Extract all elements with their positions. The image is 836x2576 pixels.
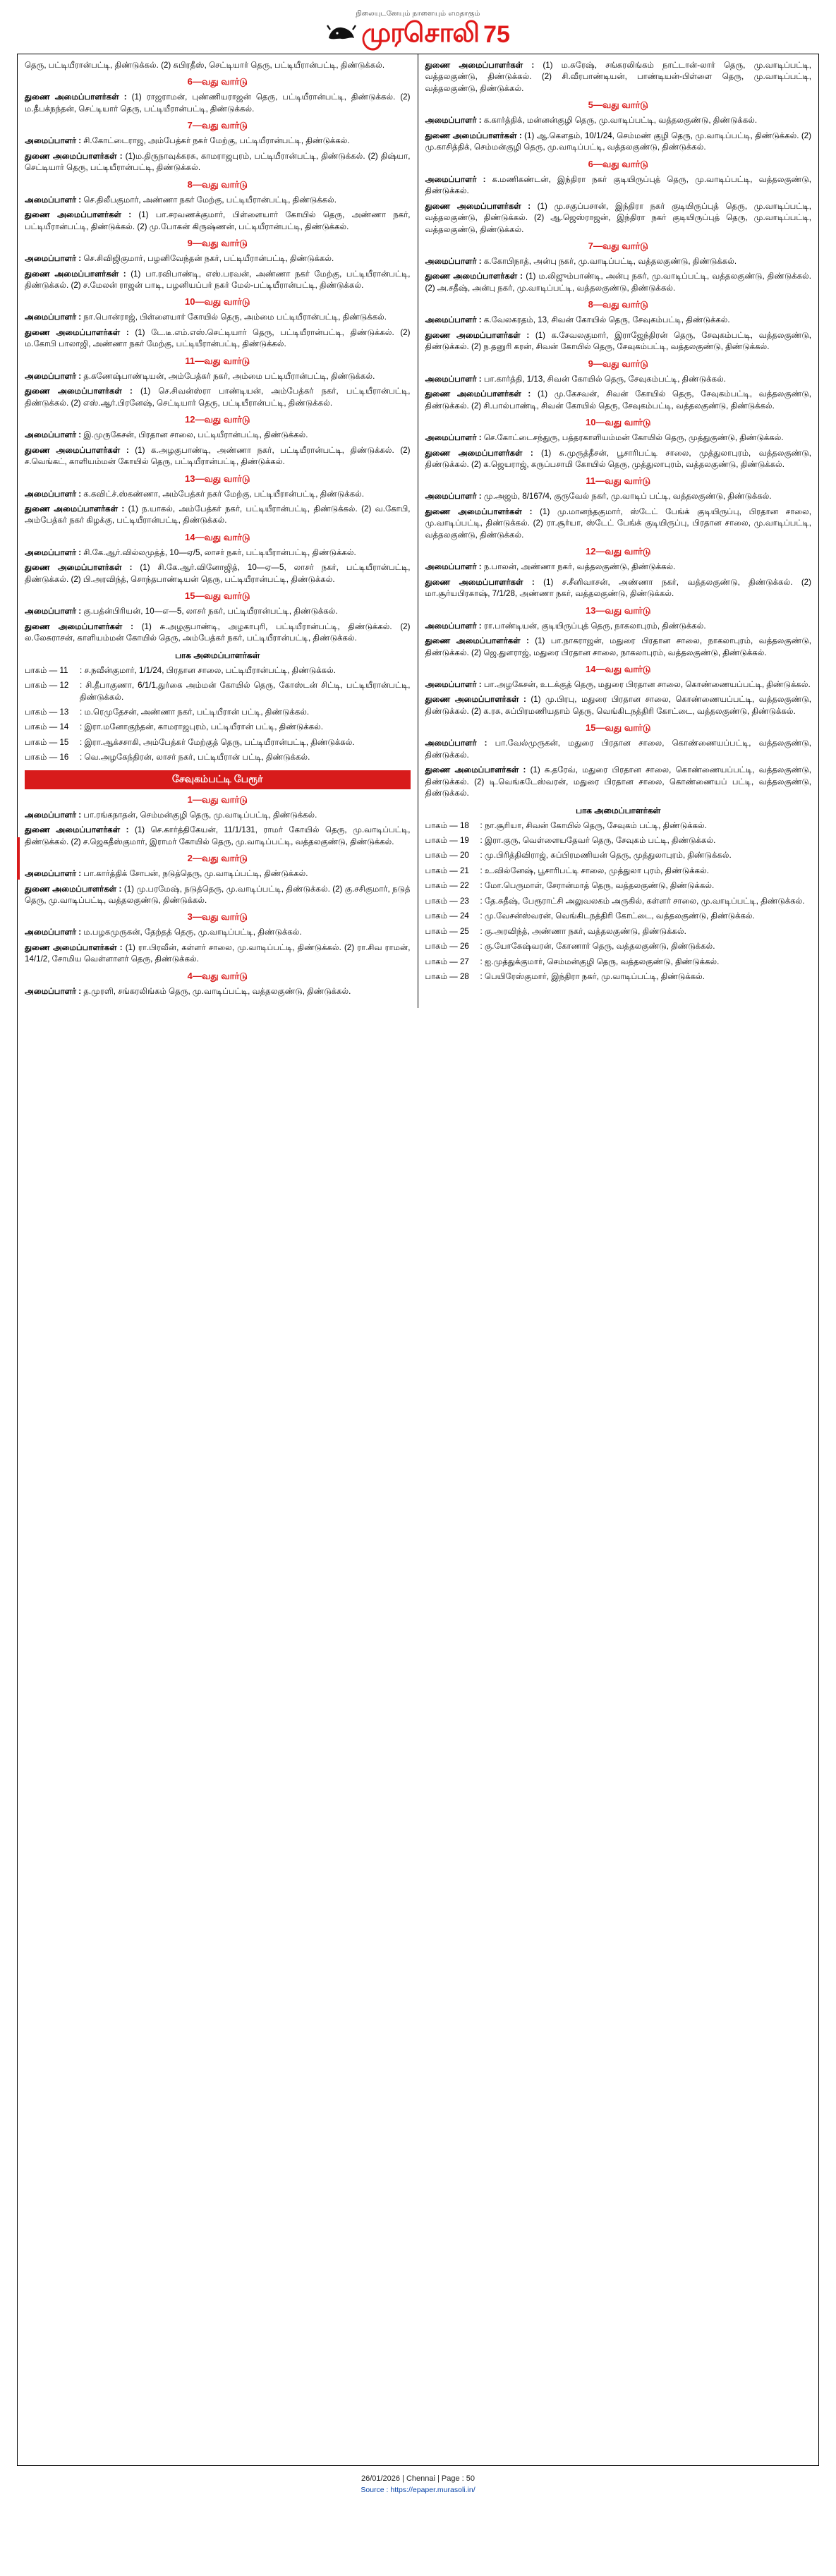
- masthead-title: முரசொலி: [361, 18, 480, 48]
- part-key: பாகம் — 19: [425, 836, 469, 846]
- paragraph-text: (1) பா.ரவிபாண்டி, எஸ்.பரவன், அண்ணா நகர் மேற்கு, பட்டியீரான்பட்டி, திண்டுக்கல். (2) ச.மேலன் ராஜன் பாடி, பழனியப்பர் நகர் மேல்-பட்டியீரான்பட்டி, திண்டுக்கல்.: [25, 269, 411, 290]
- ward-heading: 11—வது வார்டு: [185, 355, 250, 366]
- paragraph-label: அமைப்பாளர் :: [425, 492, 484, 502]
- body-paragraph: [425, 506, 812, 541]
- body-paragraph: [25, 327, 411, 351]
- paragraph-label: துணை அமைப்பாளர்கள் :: [425, 448, 542, 458]
- paragraph-label: துணை அமைப்பாளர்கள் :: [425, 130, 525, 140]
- paragraph-label: அமைப்பாளர் :: [25, 986, 84, 996]
- ward-heading: 11—வது வார்டு: [586, 475, 651, 487]
- body-paragraph: [25, 562, 411, 585]
- body-paragraph: [25, 489, 411, 500]
- body-paragraph: [425, 448, 812, 471]
- body-paragraph: [425, 738, 812, 761]
- paragraph-label: துணை அமைப்பாளர்கள் :: [425, 201, 538, 211]
- body-paragraph: [425, 271, 812, 294]
- part-row: [425, 896, 812, 907]
- part-key: பாகம் — 16: [25, 753, 69, 763]
- paragraph-text: (1) ச.சீனிவாசன், அண்ணா நகர், வத்தலகுண்டு, திண்டுக்கல். (2) மா.சூர்யபிரகாஷ், 7/1/28, அண்ணா நகர், வத்தலகுண்டு, திண்டுக்கல்.: [425, 577, 811, 599]
- paragraph-text: (1) ரா.பிரவீன், கள்ளர் சாலை, மு.வாடிப்பட்டி, திண்டுக்கல். (2) ரா.சிவ ராமன், 14/1/2, சோமிய வெள்ளாளர் தெரு, திண்டுக்கல்.: [25, 942, 411, 964]
- paragraph-label: துணை அமைப்பாளர்கள் :: [25, 269, 131, 279]
- part-value: : இரா.குரு, வெள்ளையதேவர் தெரு, சேவுகம் பட்டி, திண்டுக்கல்.: [480, 836, 716, 846]
- page-footer: [0, 2466, 836, 2505]
- part-value: : மு.பிரித்திவிராஜ், சுப்பிரமணியன் தெரு, முத்துலாபுரம், திண்டுக்கல்.: [480, 851, 732, 861]
- body-paragraph: [425, 256, 812, 267]
- paragraph-label: அமைப்பாளர் :: [425, 739, 495, 748]
- part-value: : கு.யோகேஷ்வரன், கோணார் தெரு, வத்தலகுண்டு, திண்டுக்கல்.: [480, 942, 715, 952]
- paragraph-label: அமைப்பாளர் :: [425, 562, 484, 572]
- part-key: பாகம் — 23: [425, 896, 469, 906]
- part-row: [25, 665, 411, 676]
- ward-heading: 10—வது வார்டு: [185, 296, 250, 308]
- body-paragraph: [25, 312, 411, 323]
- paragraph-text: க.கார்த்திக், மன்னன்குழி தெரு, மு.வாடிப்பட்டி, வத்தலகுண்டு, திண்டுக்கல்.: [483, 116, 758, 126]
- paragraph-label: துணை அமைப்பாளர்கள் :: [425, 272, 526, 281]
- part-value: : மோ.பெருமாள், சேரான்மாத் தெரு, வத்தலகுண்டு, திண்டுக்கல்.: [480, 881, 715, 891]
- part-value: : தே.சுதீஷ், பேரூராட்சி அலுவலகம் அருகில், கள்ளர் சாலை, மு.வாடிப்பட்டி, திண்டுக்கல்.: [480, 896, 805, 906]
- paragraph-label: துணை அமைப்பாளர்கள் :: [25, 884, 124, 894]
- paragraph-text: செ.சிவிஜிகுமார், பழனிவேந்தன் நகர், பட்டியீரான்பட்டி, திண்டுக்கல்.: [83, 254, 334, 264]
- part-value: : ம.ரெமுதேசன், அண்ணா நகர், பட்டியீரான் பட்டி, திண்டுக்கல்.: [80, 707, 310, 717]
- part-key: பாகம் — 27: [425, 956, 469, 966]
- body-paragraph: [25, 430, 411, 441]
- masthead-tagline: நிலையுடனேயும் நாளையும் எமதாகும்: [356, 10, 480, 18]
- paragraph-text: (1) ராஜராமன், புண்ணியராஜன் தெரு, பட்டியீரான்பட்டி, திண்டுக்கல். (2) ம.தீபக்நந்தன், செட்டியார் தெரு, பட்டியீரான்பட்டி, திண்டுக்கல்.: [25, 92, 411, 114]
- ward-heading: 10—வது வார்டு: [586, 417, 651, 428]
- ward-heading: 1—வது வார்டு: [187, 794, 248, 805]
- paragraph-text: (1) டே.டீ.எம்.எஸ்.செட்டியார் தெரு, பட்டியீரான்பட்டி, திண்டுக்கல். (2) ம.கோபி பாலாஜி, அண்ணா நகர் மேற்கு, பட்டியீரான்பட்டி, திண்டுக்கல்.: [25, 327, 411, 349]
- paragraph-text: (1) சு.தரேவ், மதுரை பிரதான சாலை, கொண்ணையப்பட்டி, வத்தலகுண்டு, திண்டுக்கல். (2) டி.வெங்கடேஸ்வரன், மதுரை பிரதான சாலை, கொண்ணையப் பட்டி, வத்தலகுண்டு, திண்டுக்கல்.: [425, 765, 811, 798]
- paragraph-text: ம.பழகமுருகன், தேற்தத் தெரு, மு.வாடிப்பட்டி, திண்டுக்கல்.: [83, 928, 302, 937]
- footer-info: 26/01/2026 | Chennai | Page : 50: [361, 2474, 475, 2483]
- part-key: பாகம் — 13: [25, 707, 69, 717]
- body-paragraph: [425, 679, 812, 691]
- body-paragraph: [425, 115, 812, 126]
- ward-heading: 9—வது வார்டு: [588, 358, 648, 369]
- paragraph-text: ரா.பாண்டியன், குடியிருப்புத் தெரு, நாகலாபுரம், திண்டுக்கல்.: [483, 621, 706, 631]
- body-paragraph: [25, 884, 411, 907]
- paragraph-text: பா.அழகேசன், உடக்குத் தெரு, மதுரை பிரதான சாலை, கொண்ணையப்பட்டி, திண்டுக்கல்.: [483, 679, 811, 689]
- ward-heading: 6—வது வார்டு: [588, 158, 648, 169]
- part-value: : கு.அரவிந்த், அண்ணா நகர், வத்தலகுண்டு, திண்டுக்கல்.: [480, 926, 686, 936]
- part-row: [425, 941, 812, 952]
- part-value: : உ.வில்னேஷ், பூசாரிபட்டி சாலை, முத்துலா புரம், திண்டுக்கல்.: [480, 865, 709, 875]
- paragraph-text: செ.கோட்டைசந்துரு, பத்தரகாளியம்மன் கோயில் தெரு, முத்துகுண்டு, திண்டுக்கல்.: [483, 433, 784, 443]
- paragraph-label: அமைப்பாளர் :: [25, 136, 84, 146]
- paragraph-label: துணை அமைப்பாளர்கள் :: [25, 825, 135, 835]
- paragraph-label: துணை அமைப்பாளர்கள் :: [25, 621, 142, 631]
- paragraph-text: த.கணேஷ்பாண்டியன், அம்பேத்கர் நகர், அம்மை பட்டியீரான்பட்டி, திண்டுக்கல்.: [83, 371, 375, 381]
- paragraph-label: துணை அமைப்பாளர்கள் :: [25, 151, 126, 161]
- body-paragraph: [25, 371, 411, 382]
- paragraph-text: (1) சி.கே.ஆர்.வினோஜித், 10—ஏ—5, லாசர் நகர், பட்டியீரான்பட்டி, திண்டுக்கல். (2) பி.அரவிந்த், சொந்தபாண்டியன் தெரு, பட்டியீரான்பட்டி, திண்டுக்கல்.: [25, 563, 411, 584]
- body-paragraph: [25, 209, 411, 233]
- paragraph-text: (1) க.சேவலகுமார், இராஜேந்திரன் தெரு, சேவுகம்பட்டி, வத்தலகுண்டு, திண்டுக்கல். (2) ந.தனுரி கரன், சிவன் கோயில் தெரு, சேவுகம்பட்டி, வத்தலகுண்டு, திண்டுக்கல்.: [425, 330, 811, 352]
- left-column: [18, 54, 418, 1008]
- body-paragraph: [25, 621, 411, 645]
- paragraph-label: துணை அமைப்பாளர்கள் :: [25, 942, 126, 952]
- paragraph-label: அமைப்பாளர் :: [25, 928, 84, 937]
- paragraph-text: (1) ஆ.கௌதம், 10/1/24, செம்மண் குழி தெரு, மு.வாடிப்பட்டி, திண்டுக்கல். (2) மு.காசித்திக், செம்மன்குழி தெரு, மு.வாடிப்பட்டி, வத்தலகுண்டு, திண்டுக்கல்.: [425, 130, 811, 152]
- paragraph-label: அமைப்பாளர் :: [25, 312, 84, 322]
- paragraph-text: (1) செ.சிவன்ஸ்ரா பாண்டியன், அம்பேத்கர் நகர், பட்டியீரான்பட்டி, திண்டுக்கல். (2) எஸ்.ஆர்.பிரனேஷ், செட்டியார் தெரு, பட்டியீரான்பட்டி, திண்டுக்கல்.: [25, 387, 411, 408]
- part-key: பாகம் — 14: [25, 722, 69, 732]
- paragraph-text: க.வேலகரதம், 13, சிவன் கோயில் தெரு, சேவுகம்பட்டி, திண்டுக்கல்.: [483, 315, 730, 325]
- paragraph-text: த.முரளி, சங்கரலிங்கம் தெரு, மு.வாடிப்பட்டி, வத்தலகுண்டு, திண்டுக்கல்.: [83, 986, 351, 996]
- ward-heading: 14—வது வார்டு: [185, 531, 250, 542]
- paragraph-label: துணை அமைப்பாளர்கள் :: [25, 563, 140, 573]
- paragraph-label: அமைப்பாளர் :: [425, 174, 492, 184]
- paragraph-label: துணை அமைப்பாளர்கள் :: [425, 61, 543, 70]
- part-key: பாகம் — 24: [425, 911, 469, 921]
- part-key: பாகம் — 11: [25, 665, 68, 675]
- ward-heading: 5—வது வார்டு: [588, 99, 648, 111]
- body-paragraph: [25, 547, 411, 559]
- paragraph-text: செ.திலீபகுமார், அண்ணா நகர் மேற்கு, பட்டியீரான்பட்டி, திண்டுக்கல்.: [83, 195, 337, 205]
- paragraph-label: துணை அமைப்பாளர்கள் :: [425, 577, 544, 587]
- paragraph-label: அமைப்பாளர் :: [425, 256, 484, 266]
- part-key: பாகம் — 20: [425, 851, 469, 861]
- paragraph-label: அமைப்பாளர் :: [25, 430, 84, 440]
- body-paragraph: [425, 201, 812, 236]
- body-paragraph: [25, 825, 411, 848]
- body-paragraph: [425, 330, 812, 353]
- paragraph-text: (1) சு.முருத்தீசன், பூசாரிபட்டி சாலை, முத்துலாபுரம், வத்தலகுண்டு, திண்டுக்கல். (2) க.ஜெயராஜ், கருப்பசாமி கோயில் தெரு, முத்துலாபுரம், வத்தலகுண்டு, திண்டுக்கல்.: [425, 448, 811, 469]
- right-column: [418, 54, 819, 1008]
- paragraph-text: (1) க.அழகுபாண்டி, அண்ணா நகர், பட்டியீரான்பட்டி, திண்டுக்கல். (2) ச.வெங்கட், காளியம்மன் கோயில் தெரு, பட்டியீரான்பட்டி, திண்டுக்கல்.: [25, 445, 411, 467]
- content-frame: [17, 54, 819, 2466]
- footer-source: Source : https://epaper.murasoli.in/: [361, 2485, 475, 2494]
- ward-heading: 15—வது வார்டு: [586, 722, 651, 734]
- paragraph-text: இ.முருகேசன், பிரதான சாலை, பட்டியீரான்பட்டி, திண்டுக்கல்.: [83, 430, 308, 440]
- part-value: : நா.சூரியா, சிவன் கோயில் தெரு, சேவுகம் பட்டி, திண்டுக்கல்.: [480, 820, 707, 830]
- part-value: : மு.வேசன்ஸ்வரன், வெங்கிடநத்திரி கோட்டை, வத்தலகுண்டு, திண்டுக்கல்.: [480, 911, 755, 921]
- masthead: [0, 0, 836, 51]
- body-paragraph: [425, 765, 812, 799]
- part-row: [25, 737, 411, 748]
- body-paragraph: [425, 315, 812, 326]
- part-row: [25, 680, 411, 703]
- part-key: பாகம் — 12: [25, 681, 69, 691]
- ward-heading: 12—வது வார்டு: [185, 414, 250, 425]
- paragraph-text: ந.பாலன், அண்ணா நகர், வத்தலகுண்டு, திண்டுக்கல்.: [483, 562, 676, 572]
- paragraph-text: (1) பா.சரவணக்குமார், பிள்ளையார் கோயில் தெரு, அண்ணா நகர், பட்டியீரான்பட்டி, திண்டுக்கல். (2) மு.போகன் கிருஷ்ணன், பட்டியீரான்பட்டி, திண்டுக்கல்.: [25, 210, 411, 231]
- paragraph-label: துணை அமைப்பாளர்கள் :: [425, 389, 538, 399]
- part-organisers-heading: பாக அமைப்பாளர்கள்: [175, 650, 260, 660]
- paragraph-text: தெரு, பட்டியீரான்பட்டி, திண்டுக்கல். (2) சுபிரதீஸ், செட்டியார் தெரு, பட்டியீரான்பட்டி, திண்டுக்கல்.: [25, 61, 385, 70]
- part-value: : சி.தீபாகுணா, 6/1/1,துர்கை அம்மன் கோயில் தெரு, கோஸ்டன் சிட்டி, பட்டியீரான்பட்டி, திண்டுக்கல்.: [80, 681, 411, 702]
- paragraph-label: துணை அமைப்பாளர்கள் :: [425, 330, 535, 340]
- paragraph-label: அமைப்பாளர் :: [25, 195, 84, 205]
- masthead-logo-row: [0, 20, 836, 47]
- paragraph-text: க.கோபிநாத், அன்பு நகர், மு.வாடிப்பட்டி, வத்தலகுண்டு, திண்டுக்கல்.: [483, 256, 737, 266]
- body-paragraph: [425, 130, 812, 154]
- paragraph-text: பா.கார்த்தி, 1/13, சிவன் கோயில் தெரு, சேவுகம்பட்டி, திண்டுக்கல்.: [483, 374, 726, 384]
- part-key: பாகம் — 21: [425, 865, 469, 875]
- paragraph-text: க.கவிட்ச்.ஸ்கண்ணா, அம்பேத்கர் நகர் மேற்கு, பட்டியீரான்பட்டி, திண்டுக்கல்.: [83, 489, 365, 499]
- ward-heading: 6—வது வார்டு: [187, 76, 248, 87]
- paragraph-text: க.மணிகண்டன், இந்திரா நகர் குடியிருப்புத் தெரு, மு.வாடிப்பட்டி, வத்தலகுண்டு, திண்டுக்கல்.: [425, 174, 812, 196]
- ward-heading: 7—வது வார்டு: [187, 120, 248, 131]
- paragraph-label: அமைப்பாளர் :: [425, 679, 484, 689]
- ward-heading: 2—வது வார்டு: [187, 853, 248, 864]
- part-value: : ச.நவீன்குமார், 1/1/24, பிரதான சாலை, பட்டியீரான்பட்டி, திண்டுக்கல்.: [80, 665, 336, 675]
- paragraph-label: துணை அமைப்பாளர்கள் :: [25, 387, 141, 396]
- body-paragraph: [25, 504, 411, 527]
- body-paragraph: [425, 432, 812, 444]
- paragraph-text: (1)ம.திருநாவுக்கரசு, காமராஜபுரம், பட்டியீரான்பட்டி, திண்டுக்கல். (2) திஷ்யா, செட்டியார் தெரு, பட்டியீரான்பட்டி, திண்டுக்கல்.: [25, 151, 411, 173]
- body-paragraph: [425, 491, 812, 502]
- paragraph-text: மு.அஜம், 8/167/4, குருவேல் நகர், மு.வாடிப் பட்டி, வத்தலகுண்டு, திண்டுக்கல்.: [483, 492, 772, 502]
- ward-heading: 12—வது வார்டு: [586, 546, 651, 557]
- paragraph-text: (1) மு.மானந்தகுமார், ஸ்டேட் பேங்க் குடியிருப்பு, பிரதான சாலை, மு.வாடிப்பட்டி, திண்டுக்கல். (2) ரா.சூர்யா, ஸ்டேட் பேங்க் குடியிருப்பு, பிரதான சாலை, மு.வாடிப்பட்டி, வத்தலகுண்டு, திண்டுக்கல்.: [425, 506, 811, 540]
- part-key: பாகம் — 18: [425, 820, 469, 830]
- part-row: [425, 880, 812, 892]
- paragraph-label: துணை அமைப்பாளர்கள் :: [425, 636, 535, 646]
- body-paragraph: [425, 694, 812, 717]
- paragraph-label: அமைப்பாளர் :: [425, 433, 484, 443]
- paragraph-label: துணை அமைப்பாளர்கள் :: [425, 765, 531, 775]
- body-paragraph: [25, 253, 411, 265]
- paragraph-text: பா.வேல்முருகன், மதுரை பிரதான சாலை, கொண்ணையப்பட்டி, வத்தலகுண்டு, திண்டுக்கல்.: [425, 739, 811, 760]
- paragraph-text: (1) பா.நாகராஜன், மதுரை பிரதான சாலை, நாகலாபுரம், வத்தலகுண்டு, திண்டுக்கல். (2) ஜெ.துளராஜ், மதுரை பிரதான சாலை, நாகலாபுரம், வத்தலகுண்டு, திண்டுக்கல்.: [425, 636, 811, 657]
- body-paragraph: [25, 868, 411, 880]
- paragraph-text: (1) மு.சகுப்பசான், இந்திரா நகர் குடியிருப்புத் தெரு, மு.வாடிப்பட்டி, வத்தலகுண்டு, திண்டுக்கல். (2) ஆ.ஜெஸ்ராஜன், இந்திரா நகர் குடியிருப்புத் தெரு, மு.வாடிப்பட்டி, வத்தலகுண்டு, திண்டுக்கல்.: [425, 201, 811, 234]
- two-column-layout: [18, 54, 818, 1008]
- part-key: பாகம் — 15: [25, 737, 69, 747]
- paragraph-text: (1) மு.பிரபு, மதுரை பிரதான சாலை, கொண்ணையப்பட்டி, வத்தலகுண்டு, திண்டுக்கல். (2) க.ரசு, சுப்பிரமணியதாம் தெரு, வெங்கிடநத்திரி கோட்டை, வத்தலகுண்டு, திண்டுக்கல்.: [425, 695, 811, 716]
- body-paragraph: [425, 374, 812, 385]
- part-row: [425, 820, 812, 832]
- part-row: [425, 926, 812, 937]
- paragraph-label: அமைப்பாளர் :: [25, 607, 84, 616]
- part-value: : ஐ.முத்துக்குமார், செம்மன்குழி தெரு, வத்தலகுண்டு, திண்டுக்கல்.: [480, 956, 720, 966]
- paragraph-label: துணை அமைப்பாளர்கள் :: [25, 92, 132, 102]
- paragraph-text: (1) ம.லிஜும்பாண்டி, அன்பு நகர், மு.வாடிப்பட்டி, வத்தலகுண்டு, திண்டுக்கல். (2) அ.சதீஷ், அன்பு நகர், மு.வாடிப்பட்டி, வத்தலகுண்டு, திண்டுக்கல்.: [425, 272, 811, 293]
- masthead-anniversary: 75: [483, 21, 510, 48]
- part-value: : இரா.ஆக்சசாகி, அம்பேத்கர் மேற்குத் தெரு, பட்டியீரான்பட்டி, திண்டுக்கல்.: [80, 737, 355, 747]
- paragraph-text: (1) மு.கேசவன், சிவன் கோயில் தெரு, சேவுகம்பட்டி, வத்தலகுண்டு, திண்டுக்கல். (2) சி.பால்பாண்டி, சிவன் கோயில் தெரு, சேவுகம்பட்டி, வத்தலகுண்டு, திண்டுக்கல்.: [425, 389, 811, 411]
- section-heading-band: சேவுகம்பட்டி பேரூர்: [25, 770, 411, 789]
- paragraph-label: அமைப்பாளர் :: [25, 810, 84, 820]
- paragraph-text: (1) சு.அழகுபாண்டி, அழகாபுரி, பட்டியீரான்பட்டி, திண்டுக்கல். (2) ல.லேசுராசன், காளியம்மன் கோயில் தெரு, அம்பேத்கர் நகர், பட்டியீரான்பட்டி, திண்டுக்கல்.: [25, 621, 411, 643]
- part-row: [425, 835, 812, 846]
- ward-heading: 3—வது வார்டு: [187, 911, 248, 923]
- body-paragraph: [25, 606, 411, 617]
- paragraph-label: அமைப்பாளர் :: [425, 315, 484, 325]
- body-paragraph: [25, 986, 411, 997]
- body-paragraph: [25, 151, 411, 174]
- red-edge-marker: [17, 837, 20, 880]
- paragraph-label: துணை அமைப்பாளர்கள் :: [25, 327, 135, 337]
- body-paragraph: [425, 60, 812, 95]
- body-paragraph: [25, 386, 411, 409]
- ward-heading: 13—வது வார்டு: [586, 604, 651, 616]
- body-paragraph: [425, 577, 812, 600]
- paragraph-text: (1) ம.சுரேஷ், சங்கரலிங்கம் நாட்டான்-லார் தெரு, மு.வாடிப்பட்டி, வத்தலகுண்டு, திண்டுக்கல். (2) சி.வீரபாண்டியன், பாண்டியன்-பிள்ளை தெரு, மு.வாடிப்பட்டி, வத்தலகுண்டு, திண்டுக்கல்.: [425, 61, 811, 93]
- body-paragraph: [25, 810, 411, 821]
- body-paragraph: [425, 389, 812, 412]
- bull-logo-icon: [326, 21, 357, 45]
- part-key: பாகம் — 26: [425, 942, 469, 952]
- part-key: பாகம் — 25: [425, 926, 469, 936]
- paragraph-text: (1) மு.பரமேஷ், நடுத்தெரு, மு.வாடிப்பட்டி, திண்டுக்கல். (2) கு.சசிகுமார், நடுத் தெரு, மு.வாடிப்பட்டி, வத்தலகுண்டு, திண்டுக்கல்.: [25, 884, 411, 906]
- paragraph-text: பா.ரங்கநாதன், செம்மன்குழி தெரு, மு.வாடிப்பட்டி, திண்டுக்கல்.: [83, 810, 317, 820]
- part-row: [25, 707, 411, 718]
- paragraph-label: அமைப்பாளர் :: [25, 254, 84, 264]
- paragraph-text: சி.கே.ஆர்.வில்லமுத்த், 10—ஏ/5, லாசர் நகர், பட்டியீரான்பட்டி, திண்டுக்கல்.: [83, 547, 356, 557]
- part-value: : வெ.அழகேந்திரன், லாசர் நகர், பட்டியீரான் பட்டி, திண்டுக்கல்.: [80, 753, 310, 763]
- paragraph-text: நா.பொன்ராஜ், பிள்ளையார் கோயில் தெரு, அம்மை பட்டியீரான்பட்டி, திண்டுக்கல்.: [83, 312, 387, 322]
- body-paragraph: [425, 174, 812, 198]
- part-organisers-heading: பாக அமைப்பாளர்கள்: [576, 805, 661, 815]
- body-paragraph: [425, 621, 812, 632]
- paragraph-text: கு.பத்ன்பிரியன், 10—எ—5, லாசர் நகர், பட்டியீரான்பட்டி, திண்டுக்கல்.: [83, 607, 338, 616]
- paragraph-text: (1) ந.யாகல், அம்பேத்கர் நகர், பட்டியீரான்பட்டி, திண்டுக்கல். (2) வ.கோபி, அம்பேத்கர் நகர் கிழக்கு, பட்டியீரான்பட்டி, திண்டுக்கல்.: [25, 504, 411, 525]
- body-paragraph: [25, 269, 411, 292]
- ward-heading: 15—வது வார்டு: [185, 590, 250, 602]
- body-paragraph: [425, 636, 812, 659]
- ward-heading: 7—வது வார்டு: [588, 240, 648, 251]
- paragraph-text: (1) செ.கார்த்திகேயன், 11/1/131, ராமர் கோயில் தெரு, மு.வாடிப்பட்டி, திண்டுக்கல். (2) ச.ஜெகதீஸ்குமார், இராமர் கோயில் தெரு, மு.வாடிப்பட்டி, வத்தலகுண்டு, திண்டுக்கல்.: [25, 825, 411, 846]
- body-paragraph: [25, 135, 411, 147]
- ward-heading: 8—வது வார்டு: [187, 178, 248, 190]
- paragraph-label: துணை அமைப்பாளர்கள் :: [425, 695, 531, 705]
- body-paragraph: [425, 561, 812, 573]
- paragraph-label: அமைப்பாளர் :: [25, 371, 84, 381]
- ward-heading: 14—வது வார்டு: [586, 663, 651, 674]
- part-row: [425, 911, 812, 922]
- body-paragraph: [25, 195, 411, 206]
- ward-heading: 4—வது வார்டு: [187, 970, 248, 981]
- part-value: : இரா.மனோகுந்தன், காமராஜபுரம், பட்டியீரான் பட்டி, திண்டுக்கல்.: [80, 722, 323, 732]
- part-row: [425, 850, 812, 861]
- body-paragraph: [25, 60, 411, 71]
- body-paragraph: [25, 927, 411, 938]
- paragraph-label: அமைப்பாளர் :: [425, 116, 484, 126]
- paragraph-label: துணை அமைப்பாளர்கள் :: [25, 445, 135, 455]
- part-row: [425, 956, 812, 968]
- part-key: பாகம் — 22: [425, 881, 469, 891]
- paragraph-label: துணை அமைப்பாளர்கள் :: [425, 506, 540, 516]
- paragraph-text: சி.கோட்டைராஜ, அம்பேத்கர் நகர் மேற்கு, பட்டியீரான்பட்டி, திண்டுக்கல்.: [83, 136, 350, 146]
- paragraph-label: துணை அமைப்பாளர்கள் :: [25, 504, 128, 514]
- paragraph-label: அமைப்பாளர் :: [425, 374, 484, 384]
- ward-heading: 8—வது வார்டு: [588, 299, 648, 310]
- paragraph-label: அமைப்பாளர் :: [25, 869, 84, 879]
- paragraph-label: துணை அமைப்பாளர்கள் :: [25, 210, 139, 220]
- body-paragraph: [25, 92, 411, 115]
- part-row: [425, 865, 812, 877]
- part-row: [425, 971, 812, 983]
- ward-heading: 13—வது வார்டு: [185, 473, 250, 484]
- part-key: பாகம் — 28: [425, 972, 469, 982]
- part-row: [25, 752, 411, 763]
- body-paragraph: [25, 445, 411, 468]
- paragraph-label: அமைப்பாளர் :: [25, 489, 84, 499]
- part-value: : பெயிரேஸ்குமார், இந்திரா நகர், மு.வாடிப்பட்டி, திண்டுக்கல்.: [480, 972, 705, 982]
- ward-heading: 9—வது வார்டு: [187, 238, 248, 249]
- paragraph-label: அமைப்பாளர் :: [25, 547, 84, 557]
- part-row: [25, 722, 411, 733]
- body-paragraph: [25, 942, 411, 966]
- paragraph-text: பா.கார்த்திக் சோபன், நடுத்தெரு, மு.வாடிப்பட்டி, திண்டுக்கல்.: [83, 869, 308, 879]
- paragraph-label: அமைப்பாளர் :: [425, 621, 484, 631]
